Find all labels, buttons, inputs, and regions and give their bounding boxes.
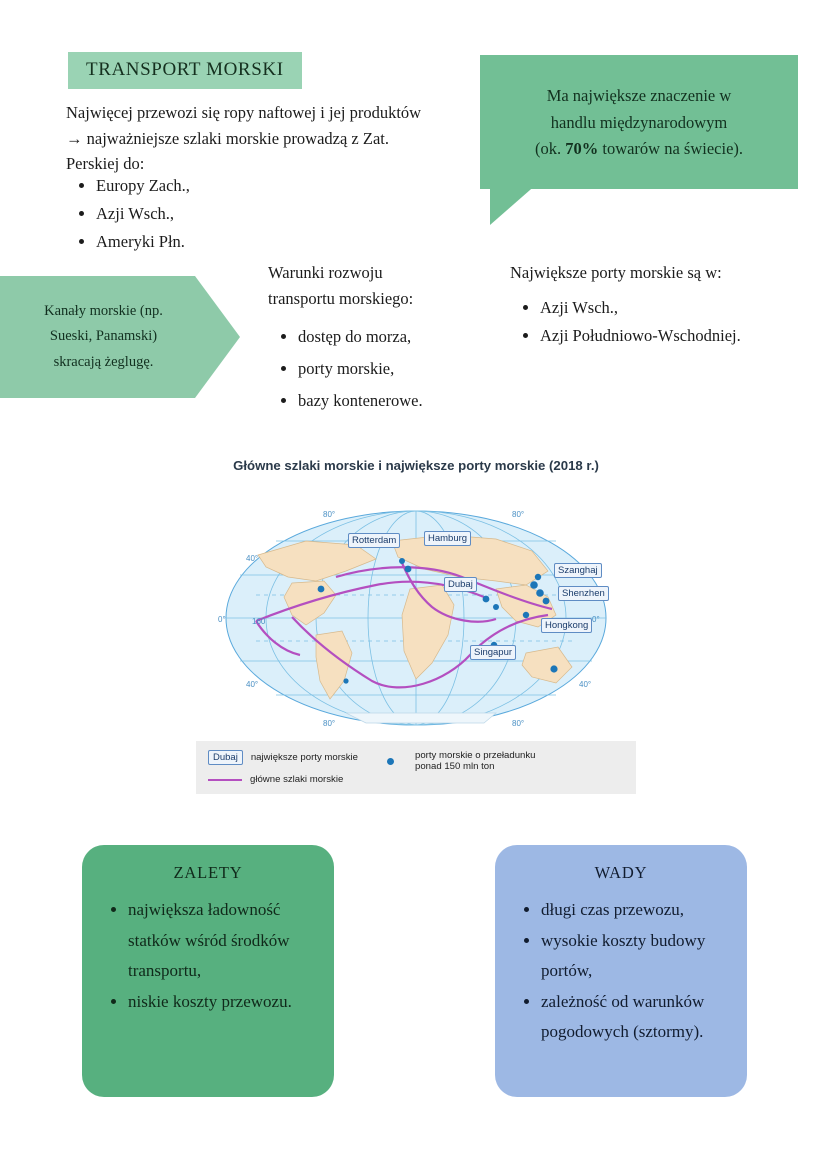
map-legend-chip-sample: Dubaj: [208, 750, 243, 765]
intro-line-2: → najważniejsze szlaki morskie prowadzą z Zat.: [66, 128, 389, 148]
canal-banner-arrowhead: [195, 276, 240, 398]
map-legend-text-throughput-line-1: porty morskie o przeładunku: [415, 750, 536, 761]
callout-tail: [490, 183, 538, 225]
svg-text:0°: 0°: [218, 615, 226, 624]
list-item: • wysokie koszty budowy portów,: [541, 926, 731, 987]
svg-text:0°: 0°: [592, 615, 600, 624]
list-item: • Europy Zach.,: [96, 172, 190, 199]
world-map-svg: [196, 485, 636, 735]
pros-title: ZALETY: [173, 863, 243, 882]
ports-column: [510, 260, 800, 350]
map-legend-text-routes: główne szlaki morskie: [250, 774, 344, 785]
canal-line-3: skracają żeglugę.: [53, 353, 154, 370]
map-port-label-rotterdam: Rotterdam: [348, 533, 400, 548]
list-item: • Azji Południowo-Wschodniej.: [540, 322, 800, 350]
canal-banner-body: [0, 276, 195, 398]
intro-line-3: Perskiej do:: [66, 154, 145, 174]
list-item: • Azji Wsch.,: [540, 294, 800, 322]
svg-text:80°: 80°: [323, 719, 336, 728]
list-item: • bazy kontenerowe.: [298, 385, 503, 417]
map-legend-item-throughput: [374, 750, 536, 772]
list-item: • Azji Wsch.,: [96, 200, 190, 227]
route-line-icon: [208, 779, 242, 781]
world-map: [196, 485, 636, 735]
list-item: • dostęp do morza,: [298, 321, 503, 353]
svg-text:80°: 80°: [512, 510, 525, 519]
callout-percent: 70%: [565, 139, 599, 159]
svg-text:40°: 40°: [246, 554, 259, 563]
svg-text:80°: 80°: [512, 719, 525, 728]
map-port-label-hongkong: Hongkong: [541, 618, 592, 633]
canal-line-1: Kanały morskie (np.: [44, 302, 163, 319]
ports-heading: Największe porty morskie są w:: [510, 263, 722, 282]
map-figure: [196, 458, 636, 794]
canal-line-2: Sueski, Panamski): [49, 328, 158, 345]
intro-list: [66, 172, 190, 257]
callout-line-2: handlu międzynarodowym: [550, 112, 728, 132]
port-dot-icon: [387, 758, 394, 765]
map-legend-left-column: [208, 750, 358, 785]
conditions-heading: [268, 260, 503, 313]
svg-text:80°: 80°: [323, 510, 336, 519]
callout-line-1: Ma największe znaczenie w: [546, 86, 732, 105]
canal-banner-text: [44, 299, 163, 375]
map-caption: Główne szlaki morskie i największe porty morskie (2018 r.): [233, 458, 599, 473]
cons-list: [511, 895, 731, 1048]
page-title: TRANSPORT MORSKI: [68, 52, 302, 89]
map-legend-item-routes: [208, 774, 358, 785]
map-legend-text-throughput-line-2: ponad 150 mln ton: [415, 761, 495, 772]
list-item: • długi czas przewozu,: [541, 895, 731, 926]
callout-line-3: [498, 136, 780, 163]
map-legend-item-major-ports: [208, 750, 358, 765]
cons-title: WADY: [594, 863, 648, 882]
ports-list: [510, 294, 800, 350]
map-port-label-dubaj: Dubaj: [444, 577, 477, 592]
map-port-label-singapur: Singapur: [470, 645, 516, 660]
svg-text:40°: 40°: [579, 680, 592, 689]
map-port-label-szanghaj: Szanghaj: [554, 563, 602, 578]
list-item: • Ameryki Płn.: [96, 228, 190, 255]
callout-line-3-post: towarów na świecie).: [598, 139, 744, 159]
cons-box: [495, 845, 747, 1097]
map-port-label-hamburg: Hamburg: [424, 531, 471, 546]
conditions-heading-line-2: transportu morskiego:: [268, 289, 414, 309]
map-legend-text-throughput: [415, 750, 536, 772]
intro-line-1: Najwięcej przewozi się ropy naftowej i jej produktów: [66, 103, 422, 122]
conditions-column: [268, 260, 503, 417]
callout-line-3-pre: (ok.: [534, 139, 566, 159]
svg-text:40°: 40°: [246, 680, 259, 689]
map-legend: [196, 741, 636, 794]
pros-list: [98, 895, 318, 1017]
map-legend-text-major-ports: największe porty morskie: [250, 752, 358, 763]
list-item: • porty morskie,: [298, 353, 503, 385]
conditions-list: [268, 321, 503, 418]
map-port-label-shenzhen: Shenzhen: [558, 586, 609, 601]
pros-box: [82, 845, 334, 1097]
canal-banner: [0, 276, 252, 398]
list-item: • zależność od warunków pogodowych (sztormy).: [541, 987, 731, 1048]
conditions-heading-line-1: Warunki rozwoju: [268, 263, 383, 282]
intro-paragraph: [66, 100, 478, 177]
list-item: • największa ładowność statków wśród środków transportu,: [128, 895, 318, 987]
svg-text:160: 160: [252, 617, 266, 626]
list-item: • niskie koszty przewozu.: [128, 987, 318, 1018]
map-legend-right-column: [374, 750, 536, 785]
callout-importance: [480, 55, 798, 189]
